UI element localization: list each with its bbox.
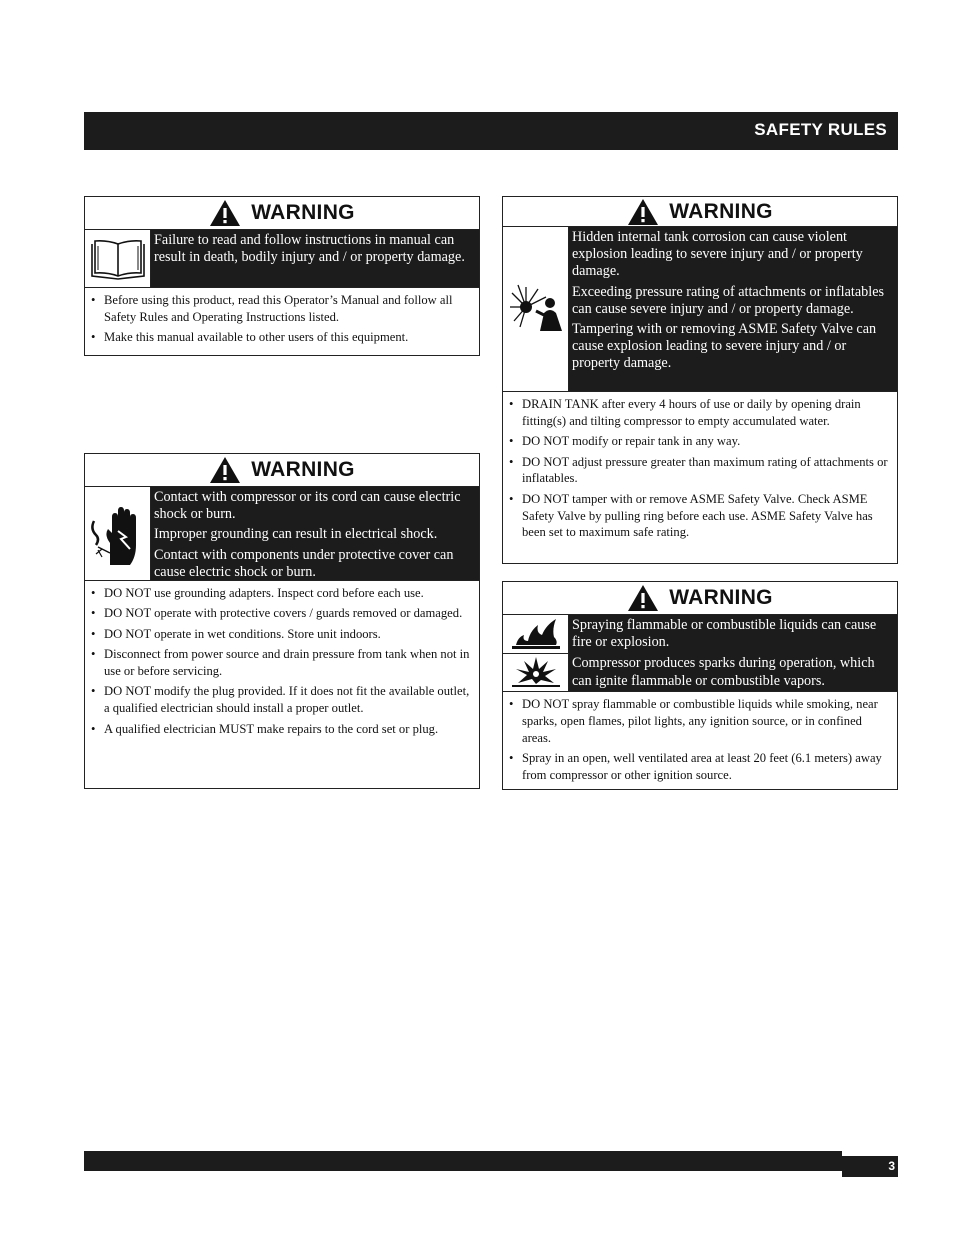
warning-label: WARNING — [669, 586, 773, 609]
electric-shock-hand-icon — [85, 487, 150, 580]
list-item: • DO NOT modify the plug provided. If it does not fit the available outlet, a qualified electrician should install a proper outlet. — [90, 683, 473, 717]
hazard-message: Contact with compressor or its cord can cause electric shock or burn. — [154, 489, 461, 523]
list-item: • A qualified electrician MUST make repairs to the cord set or plug. — [90, 721, 473, 738]
list-item: • Spray in an open, well ventilated area at least 20 feet (6.1 meters) away from compressor or other ignition source. — [508, 750, 891, 784]
hazard-messages — [151, 487, 479, 580]
list-item: • DO NOT operate in wet conditions. Store unit indoors. — [90, 626, 473, 643]
hazard-message: Tampering with or removing ASME Safety Valve can cause explosion leading to severe injury and / or property damage. — [572, 321, 877, 372]
hazard-panel — [503, 615, 897, 692]
list-item: • Disconnect from power source and drain pressure from tank when not in use or before servicing. — [90, 646, 473, 680]
list-item: • DO NOT use grounding adapters. Inspect cord before each use. — [90, 585, 473, 602]
warning-label: WARNING — [251, 201, 355, 224]
list-item: • DO NOT spray flammable or combustible liquids while smoking, near sparks, open flames, pilot lights, any ignition source, or in confined areas. — [508, 696, 891, 746]
warning-heading — [85, 197, 479, 230]
hazard-message: Contact with components under protective cover can cause electric shock or burn. — [154, 546, 454, 580]
hazard-panel — [503, 227, 897, 392]
warning-box-manual — [84, 196, 480, 356]
safety-rules-list — [503, 692, 897, 789]
warning-box-electrical — [84, 453, 480, 789]
hazard-messages — [569, 615, 897, 691]
fire-flame-icon — [503, 615, 568, 653]
pictogram-column — [503, 615, 569, 691]
pictogram-column — [503, 227, 569, 391]
pictogram-column — [85, 230, 151, 287]
hazard-message: Improper grounding can result in electrical shock. — [154, 526, 438, 543]
hazard-messages — [569, 227, 897, 391]
hazard-message: Exceeding pressure rating of attachments or inflatables can cause severe injury and / or property damage. — [572, 283, 885, 317]
warning-heading — [503, 197, 897, 227]
explosion-spark-icon — [503, 653, 568, 692]
pictogram-column — [85, 487, 151, 580]
list-item: • DRAIN TANK after every 4 hours of use or daily by opening drain fitting(s) and tilting compressor to empty accumulated water. — [508, 396, 891, 430]
list-item: • Make this manual available to other users of this equipment. — [90, 329, 473, 346]
warning-triangle-icon — [627, 584, 659, 612]
hazard-message: Spraying flammable or combustible liquids can cause fire or explosion. — [572, 617, 877, 651]
warning-triangle-icon — [209, 456, 241, 484]
hazard-messages — [151, 230, 479, 287]
safety-rules-list — [85, 288, 479, 351]
list-item: • DO NOT tamper with or remove ASME Safety Valve. Check ASME Safety Valve by pulling ring before each use. ASME Safety Valve has been set to maximum safe rating. — [508, 491, 891, 541]
manual-book-icon — [85, 230, 150, 287]
warning-heading — [85, 454, 479, 487]
hazard-message: Hidden internal tank corrosion can cause violent explosion leading to severe injury and / or property damage. — [572, 229, 863, 280]
warning-box-fire — [502, 581, 898, 790]
page-number: 3 — [842, 1156, 898, 1177]
section-header-bar — [84, 112, 898, 150]
list-item: • DO NOT operate with protective covers / guards removed or damaged. — [90, 605, 473, 622]
warning-heading — [503, 582, 897, 615]
warning-box-tank — [502, 196, 898, 564]
warning-triangle-icon — [209, 199, 241, 227]
section-title: SAFETY RULES — [754, 120, 887, 139]
safety-rules-list — [503, 392, 897, 546]
list-item: • DO NOT modify or repair tank in any way. — [508, 433, 891, 450]
hazard-message: Compressor produces sparks during operation, which can ignite flammable or combustible vapors. — [572, 655, 875, 689]
footer-bar — [84, 1151, 842, 1171]
warning-triangle-icon — [627, 198, 659, 226]
hazard-message: Failure to read and follow instructions in manual can result in death, bodily injury and / or property damage. — [154, 232, 465, 266]
safety-rules-list — [85, 581, 479, 742]
warning-label: WARNING — [669, 199, 773, 223]
explosion-burst-person-icon — [503, 227, 568, 391]
list-item: • DO NOT adjust pressure greater than maximum rating of attachments or inflatables. — [508, 454, 891, 488]
list-item: • Before using this product, read this Operator’s Manual and follow all Safety Rules and Operating Instructions listed. — [90, 292, 473, 326]
hazard-panel — [85, 230, 479, 288]
warning-label: WARNING — [251, 458, 355, 481]
hazard-panel — [85, 487, 479, 581]
